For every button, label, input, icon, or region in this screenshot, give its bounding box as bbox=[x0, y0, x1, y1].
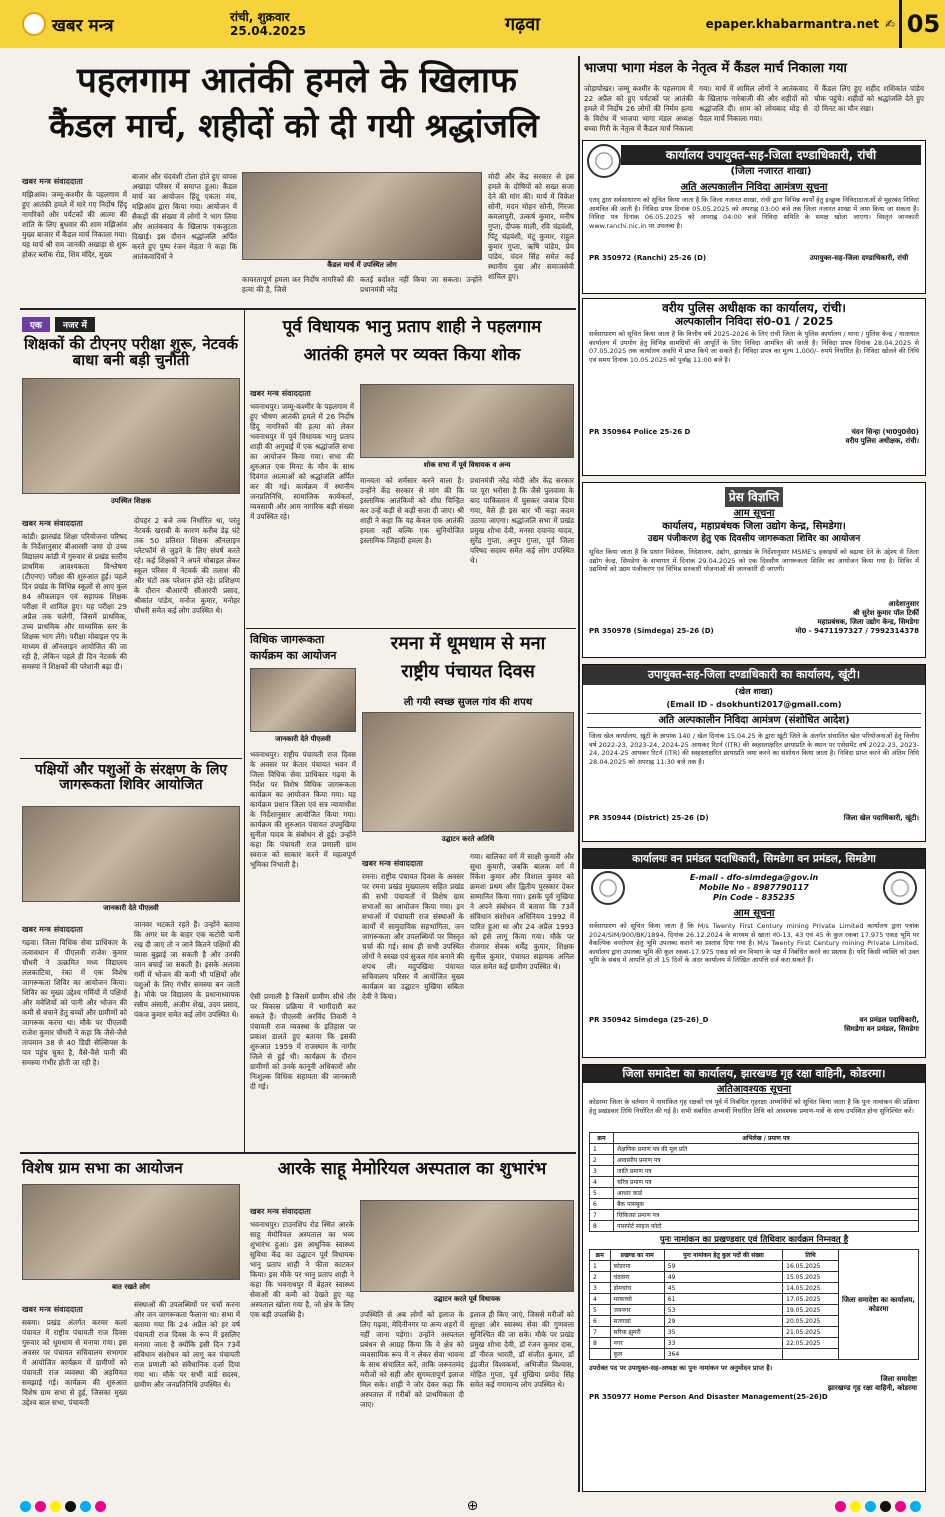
schedule-row bbox=[590, 1316, 839, 1327]
divider bbox=[20, 758, 242, 759]
hospital-text-c: इलाज ही किए जाएं, जिससे मरीजों को सुरक्षा और स्वास्थ्य सेवा की गुणवत्ता सुनिश्चित की जा सके। मौके पर प्रखंड प्रमुख शोभा देवी, डॉ रंजन कुमार दास, डॉ नीरज भारती, डॉ संजीत कुमार, डॉ इंद्रजीत विश्वकर्मा, अभिजीत विश्वास, मोहित गुप्ता, पूर्व मुखिया प्रमोद सिंह समेत कई गणमान्य लोग उपस्थित थे। bbox=[470, 1310, 574, 1389]
story2-byline: खबर मन्त्र संवाददाता bbox=[22, 925, 83, 934]
page-number: 05 bbox=[899, 0, 945, 48]
notice6-pr: PR 350977 Home Person And Disaster Management(25-26)D bbox=[589, 1392, 828, 1401]
schedule-cell: 53 bbox=[664, 1305, 782, 1316]
notice5-pr: PR 350942 Simdega (25-26)_D bbox=[589, 1016, 709, 1024]
bhanu-photo-caption: शोक सभा में पूर्व विधायक व अन्य bbox=[423, 461, 511, 469]
story2-caption: जानकारी देते पीएलवी bbox=[103, 904, 159, 912]
docs-row bbox=[590, 1221, 919, 1232]
bhanu-headline-2: आतंकी हमले पर व्यक्त किया शोक bbox=[303, 345, 521, 365]
docs-row bbox=[590, 1199, 919, 1210]
vidhik-headline-1: विधिक जागरूकता bbox=[250, 633, 325, 646]
schedule-row bbox=[590, 1272, 839, 1283]
color-marks-right bbox=[835, 1497, 925, 1516]
brand-logo-icon bbox=[22, 12, 46, 36]
brand bbox=[0, 12, 230, 36]
story1-headline: शिक्षकों की टीएनए परीक्षा शुरू, नेटवर्क बाधा बनी बड़ी चुनौती bbox=[23, 335, 239, 370]
nazar-kicker-1: एक bbox=[22, 317, 50, 332]
notice1-text: एतद् द्वारा सर्वसाधारण को सूचित किया जाता है कि जिला नजारत शाखा, रांची द्वारा विभिन्न कार्यों हेतु इच्छुक निविदादाताओं से मुहरबंद निविदा आमंत्रित की जाती है। निविदा प्रपत्र दिनांक 05.05.2025 को अपराह्न 03:00 बजे तक जिला नजारत शाखा में जमा किया जा सकता है। निविदा पत्र दिनांक 06.05.2025 को अपराह्न 04:00 बजे निविदा समिति के समक्ष खोला जाएगा। विस्तृत जानकारी www.ranchi.nic.in पर उपलब्ध है। bbox=[589, 196, 919, 230]
bhanu-byline: खबर मन्त्र संवाददाता bbox=[250, 389, 311, 398]
hospital-byline: खबर मन्त्र संवाददाता bbox=[250, 1207, 311, 1216]
docs-item: शैक्षणिक प्रमाण पत्र की मूल प्रति bbox=[614, 1144, 919, 1155]
schedule-row bbox=[590, 1327, 839, 1338]
docs-index: 6 bbox=[590, 1199, 614, 1210]
schedule-cell: 20.05.2025 bbox=[783, 1316, 839, 1327]
notice4-email: (Email ID - dsokhunti2017@gmail.com) bbox=[666, 700, 842, 709]
docs-index: 3 bbox=[590, 1166, 614, 1177]
ramna-subhead: ली गयी स्वच्छ सुजल गांव की शपथ bbox=[403, 697, 533, 708]
gramsabha-photo bbox=[22, 1184, 240, 1280]
divider bbox=[244, 310, 245, 1152]
print-registration-marks bbox=[0, 1496, 945, 1516]
notice4-head: उपायुक्त-सह-जिला दण्डाधिकारी का कार्यालय, खूंटी। bbox=[583, 665, 925, 685]
schedule-row bbox=[590, 1338, 839, 1349]
notice3-pr: PR 350978 (Simdega) 25-26 (D) bbox=[589, 627, 714, 635]
notice6-sign2: झारखण्ड गृह रक्षा वाहिनी, कोडरमा bbox=[827, 1383, 917, 1392]
story1-text-b: दोपहर 2 बजे तक निर्धारित था, परंतु नेटवर्क खराबी के कारण करीब डेढ़ घंटे तक 50 प्रतिशत शिक्षक ऑनलाइन प्लेटफॉर्म से जुड़ने के लिए संघर्ष करते रहे। कई शिक्षकों ने अपने मोबाइल लेकर स्कूल परिसर में नेटवर्क की तलाश की और घंटों तक परेशान होते रहे। प्रशिक्षण के दौरान बीआरपी सीआरपी प्रसाद, श्रीकांत पांडेय, मनोज कुमार, मनोहर चौधरी समेत कई लोग उपस्थित थे। bbox=[134, 516, 240, 615]
hospital-headline: आरके साहू मेमोरियल अस्पताल का शुभारंभ bbox=[277, 1159, 547, 1179]
nazar-kicker bbox=[22, 313, 95, 332]
schedule-table bbox=[589, 1249, 839, 1360]
schedule-cell: सरिया झुमरी bbox=[610, 1327, 664, 1338]
gramsabha-headline: विशेष ग्राम सभा का आयोजन bbox=[22, 1159, 183, 1177]
schedule-row bbox=[590, 1283, 839, 1294]
notice2-head: वरीय पुलिस अधीक्षक का कार्यालय, रांची। bbox=[662, 301, 846, 315]
schedule-cell: 35 bbox=[664, 1327, 782, 1338]
docs-row bbox=[590, 1177, 919, 1188]
schedule-cell: 59 bbox=[664, 1261, 782, 1272]
schedule-cell: 19.05.2025 bbox=[783, 1305, 839, 1316]
bjp-headline: भाजपा भागा मंडल के नेतृत्व में कैंडल मार्च निकाला गया bbox=[584, 61, 847, 76]
docs-item: जाति प्रमाण पत्र bbox=[614, 1166, 919, 1177]
docs-header-1: क्रम bbox=[590, 1133, 614, 1144]
notice2-sub: अल्पकालीन निविदा सं0-01 / 2025 bbox=[674, 315, 834, 328]
gramsabha-text: सबमा। प्रखंड अंतर्गत करमर कलां पंचायत में राष्ट्रीय पंचायती राज दिवस गुरुवार को धूमधाम से मनाया गया। इस अवसर पर पंचायत सचिवालय सभागार में आयोजित कार्यक्रम में ग्रामीणों को पंचायती राज व्यवस्था की अहमियत समझाई गई। कार्यक्रम की शुरुआत विशेष ग्राम सभा से हुई, जिसका मुख्य उद्देश्य बाल सभा, पंचायती bbox=[22, 1318, 127, 1407]
ramna-byline: खबर मन्त्र संवाददाता bbox=[362, 859, 423, 868]
schedule-title: पुनः नामांकन का प्रखण्डवार एवं तिथिवार कार्यक्रम निम्नवत् है bbox=[659, 1235, 849, 1245]
ramna-headline-1: रमना में धूमधाम से मना bbox=[390, 633, 546, 654]
schedule-cell: 29 bbox=[664, 1316, 782, 1327]
vidhik-text-b: ऐसी प्रणाली है जिसमें ग्रामीण सीधे तौर पर विकास प्रक्रिया में भागीदारी कर सकते हैं। पीएलवी अरविंद तिवारी ने पंचायती राज व्यवस्था के इतिहास पर प्रकाश डालते हुए बताया कि इसकी शुरुआत 1959 में राजस्थान के नागौर जिले से हुई थी। कार्यक्रम के दौरान ग्रामीणों को उनके कानूनी अधिकारों और निःशुल्क विधिक सहायता की जानकारी दी गई। bbox=[250, 992, 356, 1091]
schedule-cell: 1 bbox=[590, 1261, 611, 1272]
divider bbox=[20, 308, 576, 310]
bhanu-text-2: मानवता को शर्मसार करने वाला है। उन्होंने केंद्र सरकार से मांग की कि इस्लामिक आतंकियों को शीघ्र चिन्हित कर उन्हें कड़ी से कड़ी सजा दी जाए। श्री शाही ने कहा कि यह केवल एक आतंकी हमला नहीं बल्कि एक सुनियोजित इस्लामिक जिहादी हमला है। bbox=[360, 476, 464, 545]
story2-headline: पक्षियों और पशुओं के संरक्षण के लिए जागरूकता शिविर आयोजित bbox=[34, 762, 228, 794]
ramna-headline-2: राष्ट्रीय पंचायत दिवस bbox=[401, 661, 535, 682]
color-marks-left bbox=[20, 1497, 110, 1516]
schedule-cell: 49 bbox=[664, 1272, 782, 1283]
vidhik-headline-2: कार्यक्रम का आयोजन bbox=[250, 649, 337, 662]
schedule-total-label: कुल bbox=[610, 1349, 664, 1360]
schedule-cell: 16.05.2025 bbox=[783, 1261, 839, 1272]
schedule-cell: 21.05.2025 bbox=[783, 1327, 839, 1338]
docs-row bbox=[590, 1166, 919, 1177]
docs-row bbox=[590, 1144, 919, 1155]
notice1-sub: (जिला नजारत शाखा) bbox=[730, 165, 812, 177]
docs-row bbox=[590, 1155, 919, 1166]
schedule-cell: 5 bbox=[590, 1305, 611, 1316]
lead-headline-1: पहलगाम आतंकी हमले के खिलाफ bbox=[77, 60, 517, 101]
lead-photo-caption: कैंडल मार्च में उपस्थित लोग bbox=[327, 261, 397, 269]
docs-row bbox=[590, 1210, 919, 1221]
dateline bbox=[230, 10, 350, 38]
schedule-cell: 3 bbox=[590, 1283, 611, 1294]
notice-ranchi-police bbox=[582, 298, 926, 476]
schedule-cell: 33 bbox=[664, 1338, 782, 1349]
notice-ranchi-nazarat bbox=[582, 140, 926, 294]
notice6-sign1: जिला समादेष्टा bbox=[880, 1374, 917, 1383]
schedule-header: तिथि bbox=[783, 1250, 839, 1261]
notice-koderma-homeguard bbox=[582, 1064, 926, 1492]
notice2-sign-name: चंदन सिन्हा (भा0पु0से0) bbox=[851, 428, 919, 436]
notice6-sub: अतिआवश्यक सूचना bbox=[716, 1084, 792, 1095]
schedule-row bbox=[590, 1305, 839, 1316]
schedule-cell: सतगावां bbox=[610, 1316, 664, 1327]
schedule-row bbox=[590, 1261, 839, 1272]
notice6-foot: उपरोक्त पद पर उपायुक्त-सह-अध्यक्ष का पुनः नामांकन पर अनुमोदन प्राप्त है। bbox=[589, 1364, 773, 1372]
story2-photo bbox=[22, 806, 240, 902]
schedule-cell: 45 bbox=[664, 1283, 782, 1294]
schedule-cell: 17.05.2025 bbox=[783, 1294, 839, 1305]
forest-emblem-icon bbox=[591, 871, 625, 905]
epaper-link[interactable]: epaper.khabarmantra.net bbox=[705, 17, 879, 31]
schedule-cell: नगर bbox=[610, 1338, 664, 1349]
lead-byline: खबर मन्त्र संवाददाता bbox=[22, 177, 83, 186]
gramsabha-byline: खबर मन्त्र संवाददाता bbox=[22, 1305, 83, 1314]
masthead-bar bbox=[0, 0, 945, 48]
ramna-photo bbox=[362, 712, 574, 832]
schedule-cell: जयनगर bbox=[610, 1305, 664, 1316]
schedule-row bbox=[590, 1294, 839, 1305]
notice2-sign: वरीय पुलिस अधीक्षक, रांची। bbox=[845, 437, 919, 445]
schedule-header: क्रम bbox=[590, 1250, 611, 1261]
state-emblem-icon bbox=[883, 871, 917, 905]
lead-text-1: मझिआंव। जम्मू-कश्मीर के पहलगाम में हुए आतंकी हमले में मारे गए निर्दोष हिंदू नागरिकों और पर्यटकों की आत्मा की शांति के लिए बुधवार की शाम मझिआंव मुख्य बाजार में कैंडल मार्च निकाला गया। यह मार्च श्री राम जानकी अखाड़ा से शुरू होकर ब्लॉक रोड, शिव मंदिर, मुख्य bbox=[22, 190, 127, 259]
schedule-cell: 61 bbox=[664, 1294, 782, 1305]
gramsabha-text-b: संस्थाओं की उपलब्धियों पर चर्चा करना और जन जागरूकता फैलाना था। सभा में बताया गया कि 24 अप्रैल को हर वर्ष पंचायती राज दिवस के रूप में इसलिए मनाया जाता है क्योंकि इसी दिन 73वें संविधान संशोधन को लागू कर पंचायती राज प्रणाली को संवैधानिक दर्जा दिया गया था। मौके पर सभी वार्ड सदस्य, ग्रामीण और जनप्रतिनिधि उपस्थित थे। bbox=[134, 1300, 240, 1389]
docs-item: चरित्र प्रमाण पत्र bbox=[614, 1177, 919, 1188]
notice1-pr: PR 350972 (Ranchi) 25-26 (D) bbox=[589, 254, 707, 262]
story2-text-b: जानवर भटकते रहते हैं। उन्होंने बताया कि अगर घर के बाहर एक कटोरी पानी रख दी जाए तो न जाने कितने पक्षियों की प्यास बुझाई जा सकती है और उनकी जान बचाई जा सकती है। इसके अलावा गर्मी में भोजन की कमी भी पक्षियों और पशुओं के लिए गंभीर समस्या बन जाती है। मौके पर विद्यालय के प्रधानाध्यापक रसीम अंसारी, अजीम शेख, उदय प्रसाद, पंकज कुमार समेत कई लोग उपस्थित थे। bbox=[134, 920, 240, 1019]
schedule-cell: 2 bbox=[590, 1272, 611, 1283]
ramna-text-b: गया। बालिका वर्ग में साक्षी कुमारी और सुधा कुमारी, जबकि बालक वर्ग में रिंकेश कुमार और विशाल कुमार को क्रमशः प्रथम और द्वितीय पुरस्कार देकर सम्मानित किया गया। इसके पूर्व मुखिया ने अपने संबोधन में बताया कि 73वें संविधान संशोधन अधिनियम 1992 में पारित हुआ था और 24 अप्रैल 1993 को इसे लागू किया गया। मौके पर रोजगार सेवक धर्मेंद्र कुमार, शिक्षक सुनील कुमार, पंचायत सहायक अनिल पाल समेत कई ग्रामीण उपस्थित थे। bbox=[470, 852, 574, 971]
bhanu-text-1: भवनाथपुर। जम्मू-कश्मीर के पहलगाम में हुए भीषण आतंकी हमले में 26 निर्दोष हिंदू नागरिकों की हत्या को लेकर भवनाथपुर में पूर्व विधायक भानु प्रताप शाही की अगुवाई में एक श्रद्धांजलि सभा का आयोजन किया गया। सभा की शुरुआत एक मिनट के मौन के साथ दिवंगत आत्माओं को श्रद्धांजलि अर्पित कर की गई। कार्यक्रम में स्थानीय जनप्रतिनिधि, सामाजिक कार्यकर्ता, व्यवसायी और आम नागरिक बड़ी संख्या में उपस्थित रहे। bbox=[250, 402, 354, 521]
ramna-caption: उद्घाटन करते अतिथि bbox=[441, 835, 495, 843]
notice2-text: सर्वसाधारण को सूचित किया जाता है कि वित्तीय वर्ष 2025-2026 के लिए रांची जिला के पुलिस कार्यालय / थाना / पुलिस केन्द्र / यातायात कार्यालय में उपयोग हेतु विभिन्न सामग्रियों की आपूर्ति के लिए निविदा आमंत्रित की जाती है। निविदा प्रपत्र दिनांक 28.04.2025 से 07.05.2025 तक कार्यालय अवधि में प्राप्त किये जा सकते हैं। निविदा प्रपत्र का मूल्य 1,000/- रुपये निर्धारित है। निविदा खोलने की तिथि एवं समय दिनांक 10.05.2025 को पूर्वाह्न 11:00 बजे है। bbox=[589, 330, 919, 364]
notice4-title: अति अल्पकालीन निविदा आमंत्रण (संशोधित आदेश) bbox=[587, 713, 921, 728]
city-day: रांची, शुक्रवार bbox=[230, 10, 290, 24]
notice6-text: कोडरमा जिला के वर्तमान में नामांकित गृह रक्षकों एवं पूर्व में निबंधित गृहरक्षा अभ्यर्थियों को सूचित किया जाता है कि पुनः नामांकन की प्रक्रिया हेतु प्रखंडवार तिथि निर्धारित की गई है। सभी संबंधित अभ्यर्थी निर्धारित तिथि को आवश्यक प्रमाण-पत्रों के साथ उपस्थित होना सुनिश्चित करें। bbox=[589, 1098, 919, 1115]
notice-khunti-sports bbox=[582, 664, 926, 842]
docs-item: पासपोर्ट साइज फोटो bbox=[614, 1221, 919, 1232]
notice3-sub1: आम सूचना bbox=[733, 508, 775, 519]
docs-index: 8 bbox=[590, 1221, 614, 1232]
docs-index: 1 bbox=[590, 1144, 614, 1155]
notice4-sign: जिला खेल पदाधिकारी, खूंटी। bbox=[843, 814, 919, 822]
docs-table bbox=[589, 1132, 919, 1232]
lead-headline-2: कैंडल मार्च, शहीदों को दी गयी श्रद्धांजलि bbox=[49, 106, 539, 145]
lead-text-4: कतई बर्दाश्त नहीं किया जा सकता। उन्होंने प्रधानमंत्री नरेंद्र bbox=[360, 275, 482, 294]
lead-text-5: मोदी और केंद्र सरकार से इस हमले के दोषियों को सख्त सजा देने की मांग की। मार्च में विकेश सोनी, मदन मोहन सोनी, गिरजा कमलापुरी, उत्कर्ष कुमार, मनीष गुप्ता, दीपक माली, रवि चंद्रवंशी, पिंटू चंद्रवंशी, मंटू कुमार, राहुल कुमार गुप्ता, ऋषि पांडेय, प्रेम पांडेय, चंदन सिंह समेत कई स्थानीय युवा और समाजसेवी शामिल हुए। bbox=[488, 172, 574, 281]
crosshair-icon: ⊕ bbox=[466, 1498, 479, 1514]
emblem-icon bbox=[587, 144, 621, 178]
schedule-cell: डोमचांच bbox=[610, 1283, 664, 1294]
notice1-sign: उपायुक्त-सह-जिला दण्डाधिकारी, रांची bbox=[809, 254, 909, 262]
notice5-email: E-mail - dfo-simdega@gov.in bbox=[689, 873, 819, 882]
schedule-cell: 15.05.2025 bbox=[783, 1272, 839, 1283]
notice4-sub: (खेल शाखा) bbox=[734, 687, 774, 696]
notice4-text: जिला खेल कार्यालय, खूंटी के ज्ञापांक 140 / खेल दिनांक 15.04.25 के द्वारा खूंटी जिले के अंतर्गत संचालित खेल परियोजनाओं हेतु वित्तीय वर्ष 2022-23, 2023-24, 2024-25 आयकर रिटर्न (ITR) की स्वहस्ताक्षरित छायाप्रति के स्थान पर एसेसमेंट वर्ष 2022-23, 2023-24, 2024-25 आयकर रिटर्न (ITR) की स्वहस्ताक्षरित छायाप्रति जमा करने का संशोधन किया जाता है। निविदा प्राप्त करने की अंतिम तिथि 28.04.2025 को अपराह्न 11:30 बजे तक है। bbox=[589, 732, 919, 766]
section-name: गढ़वा bbox=[505, 14, 540, 35]
notice3-sign2: श्री सुरेश कुमार पॉल टिर्की bbox=[852, 609, 919, 617]
notice3-sub3: उद्यम पंजीकरण हेतु एक दिवसीय जागरूकता शिविर का आयोजन bbox=[647, 534, 861, 544]
notice5-text: सर्वसाधारण को सूचित किया जाता है कि M/s Twenty First Century mining Private Limited कार्यालय द्वारा पत्रांक 2024/SIM/900/BK/1894, दिनांक 26.12.2024 के माध्यम से खाता नं0-13, 43 एवं 45 के कुल रकबा 17.975 एकड़ भूमि पर वैकल्पिक वनरोपण हेतु भूमि उपलब्ध कराने का प्रस्ताव दिया गया है। M/s Twenty First Century mining Private Limited, कार्यालय द्वारा उपलब्ध भूमि की कुल रकबा-17.975 एकड़ को वन विभाग के पक्ष में निबंधित करने का प्रस्ताव है। यदि किसी व्यक्ति को उक्त भूमि के संबंध में आपत्ति हो तो 15 दिनों के अंदर कार्यालय में लिखित आपत्ति दर्ज करा सकते हैं। bbox=[589, 922, 919, 965]
notice3-sign1: आदेशानुसार bbox=[888, 600, 919, 608]
vidhik-photo bbox=[250, 668, 356, 732]
notice3-sign3: महाप्रबंधक, जिला उद्योग केन्द्र, सिमडेगा bbox=[817, 618, 919, 626]
notice2-pr: PR 350964 Police 25-26 D bbox=[589, 428, 691, 436]
lead-photo bbox=[242, 172, 482, 260]
brand-name: खबर मन्त्र bbox=[52, 15, 114, 36]
lead-text-3: कायरतापूर्ण हमला कर निर्दोष नागरिकों की हत्या की है, जिसे bbox=[242, 275, 354, 294]
story1-caption: उपस्थित शिक्षक bbox=[110, 497, 152, 505]
story1-photo bbox=[22, 378, 240, 494]
bhanu-text-3: प्रधानमंत्री नरेंद्र मोदी और केंद्र सरकार पर पूरा भरोसा है कि जैसे पुलवामा के बाद पाकिस्तान में घुसकर जवाब दिया गया, वैसे ही इस बार भी कड़ा कदम उठाया जाएगा। श्रद्धांजलि सभा में प्रखंड प्रमुख शोभा देवी, मनसा दयानंद यादव, सुरेंद्र गुप्ता, अनुप गुप्ता, पूर्व जिला परिषद सदस्य समेत कई लोग उपस्थित थे। bbox=[470, 476, 574, 565]
hospital-photo bbox=[360, 1200, 574, 1292]
schedule-cell: मरकच्चो bbox=[610, 1294, 664, 1305]
schedule-header: पुनः नामांकन हेतु कुल पदों की संख्या bbox=[664, 1250, 782, 1261]
notice5-pin: Pin Code - 835235 bbox=[713, 893, 795, 902]
divider bbox=[578, 56, 580, 1492]
schedule-cell: 7 bbox=[590, 1327, 611, 1338]
docs-index: 4 bbox=[590, 1177, 614, 1188]
notice3-head: प्रेस विज्ञप्ति bbox=[725, 487, 783, 507]
notice5-sign1: वन प्रमंडल पदाधिकारी, bbox=[859, 1016, 919, 1024]
notice3-phone: मो0 - 9471197327 / 7992314378 bbox=[795, 627, 919, 635]
schedule-cell: 22.05.2025 bbox=[783, 1338, 839, 1349]
gramsabha-caption: बात रखते लोग bbox=[112, 1283, 150, 1291]
notice5-sign2: सिमडेगा वन प्रमंडल, सिमडेगा bbox=[844, 1025, 919, 1033]
notice5-head: कार्यालयः वन प्रमंडल पदाधिकारी, सिमडेगा वन प्रमंडल, सिमडेगा bbox=[583, 849, 925, 869]
bjp-text-b: में कैंडल लिए हुए शहीद शशिकांत पांडेय चौक पहुंचे। शहीदों को श्रद्धांजलि देते हुए दो मिनट का मौन रखा। bbox=[814, 84, 924, 113]
story2-text: गढ़वा। जिला विधिक सेवा प्राधिकार के तत्वावधान में पीएलवी राजेश कुमार चौधरी ने उत्क्रमित मध्य विद्यालय ललकाटिया, रंका में एक विशेष जागरूकता शिविर का आयोजन किया। शिविर का मुख्य उद्देश्य गर्मियों में पक्षियों और मवेशियों को पानी और भोजन की कमी से बचाने हेतु बच्चों और ग्रामीणों को जागरूक करना था। मौके पर पीएलवी राजेश कुमार चौधरी ने कहा कि जैसे-जैसे तापमान 38 से 40 डिग्री सेल्सियस के पार पहुंच चुका है, वैसे-वैसे पानी की समस्या गंभीर होती जा रही है। bbox=[22, 938, 127, 1067]
notice5-mobile: Mobile No - 8987790117 bbox=[699, 883, 809, 892]
schedule-centre: जिला समादेष्टा का कार्यालय, कोडरमा bbox=[839, 1249, 919, 1360]
docs-item: आधार कार्ड bbox=[614, 1188, 919, 1199]
nazar-kicker-2: नजर में bbox=[55, 317, 95, 332]
notice-simdega-industry bbox=[582, 482, 926, 658]
divider bbox=[246, 628, 576, 629]
bhanu-photo bbox=[360, 384, 574, 458]
pointer-icon: ✍ bbox=[885, 17, 896, 31]
notice1-head: कार्यालय उपायुक्त-सह-जिला दण्डाधिकारी, रांची bbox=[621, 145, 921, 165]
docs-index: 7 bbox=[590, 1210, 614, 1221]
bhanu-headline-1: पूर्व विधायक भानु प्रताप शाही ने पहलगाम bbox=[282, 317, 542, 337]
ramna-text: रमना। राष्ट्रीय पंचायत दिवस के अवसर पर रमना प्रखंड मुख्यालय सहित प्रखंड की सभी पंचायतों में विशेष ग्राम सभाओं का आयोजन किया गया। इन सभाओं में पंचायती राज संस्थाओं के कार्यों में सामुदायिक सहभागिता, जन जागरूकता और उपलब्धियों पर विस्तृत चर्चा की गई। साथ ही सभी उपस्थित लोगों ने स्वच्छ एवं सुजल गांव बनाने की शपथ ली। मदुपखिया पंचायत सचिवालय परिसर में आयोजित मुख्य कार्यक्रम का उद्घाटन मुखिया सबिता देवी ने किया। bbox=[362, 872, 464, 1001]
schedule-cell: चंदवारा bbox=[610, 1272, 664, 1283]
issue-date: 25.04.2025 bbox=[230, 24, 306, 38]
vidhik-text: भवनाथपुर। राष्ट्रीय पंचायती राज दिवस के अवसर पर केतार पंचायत भवन में जिला विधिक सेवा प्राधिकार गढ़वा के निर्देश पर विशेष विधिक जागरूकता कार्यक्रम का आयोजन किया गया। यह कार्यक्रम प्रधान जिला एवं सत्र न्यायाधीश के निर्देशानुसार आयोजित किया गया। कार्यक्रम की शुरुआत पंचायत उपमुखिया सुनीता यादव के संबोधन से हुई। उन्होंने कहा कि पंचायती राज प्रणाली ग्राम स्वराज को साकार करने में महत्वपूर्ण भूमिका निभाती है। bbox=[250, 750, 356, 869]
notice1-title: अति अल्पकालीन निविदा आमंत्रण सूचना bbox=[680, 182, 828, 193]
hospital-text: भवनाथपुर। टाउनशिप रोड स्थित आरके साहू मेमोरियल अस्पताल का भव्य शुभारंभ हुआ। इस आधुनिक स्वास्थ्य सुविधा केंद्र का उद्घाटन पूर्व विधायक भानु प्रताप शाही ने फीता काटकर किया। इस मौके पर भानु प्रताप शाही ने कहा कि भवनाथपुर में बेहतर स्वास्थ्य सेवाओं की कमी को देखते हुए यह अस्पताल खोला गया है, जो क्षेत्र के लिए एक बड़ी उपलब्धि है। bbox=[250, 1220, 354, 1319]
vidhik-caption: जानकारी देते पीएलवी bbox=[275, 735, 331, 743]
schedule-cell: 8 bbox=[590, 1338, 611, 1349]
schedule-header: प्रखण्ड का नाम bbox=[610, 1250, 664, 1261]
story1-text: कांडी। झारखंड शिक्षा परियोजना परिषद के निर्देशानुसार बीआरसी जमा दो उच्च विद्यालय कांडी में गुरुवार से प्रखंड स्तरीय प्राथमिक आवश्यकता विश्लेषण (टीएनए) परीक्षा की शुरुआत हुई। पहले दिन प्रखंड के विभिन्न स्कूलों से आए कुल 84 ऑफलाइन एवं सहायक शिक्षक परीक्षा में शामिल हुए। यह परीक्षा 29 अप्रैल तक चलेगी, जिसमें प्राथमिक, उच्च प्राथमिक और माध्यमिक स्तर के शिक्षक भाग लेंगे। परीक्षा मोबाइल एप के माध्यम से ऑनलाइन आयोजित की जा रही है, लेकिन पहले ही दिन नेटवर्क की समस्या ने शिक्षकों की परेशानी बढ़ा दी। bbox=[22, 532, 127, 671]
docs-index: 2 bbox=[590, 1155, 614, 1166]
notice-simdega-forest bbox=[582, 848, 926, 1058]
notice3-sub2: कार्यालय, महाप्रबंधक जिला उद्योग केन्द्र, सिमडेगा। bbox=[662, 521, 846, 532]
docs-item: बैंक पासबुक bbox=[614, 1199, 919, 1210]
docs-item: चिकित्सा प्रमाण पत्र bbox=[614, 1210, 919, 1221]
schedule-cell: 6 bbox=[590, 1316, 611, 1327]
docs-header-2: अभिलेख / प्रमाण पत्र bbox=[614, 1133, 919, 1144]
docs-item: आवासीय प्रमाण पत्र bbox=[614, 1155, 919, 1166]
docs-row bbox=[590, 1188, 919, 1199]
docs-index: 5 bbox=[590, 1188, 614, 1199]
notice5-title: आम सूचना bbox=[733, 908, 775, 919]
schedule-cell: 14.05.2025 bbox=[783, 1283, 839, 1294]
bjp-text: जोड़ापोखर। जम्मू कश्मीर के पहलगाम में 22 अप्रैल को हुए पर्यटकों पर आतंकी हमले में निर्दोष 26 लोगों की निर्मम हत्या के विरोध में भाजपा भागा मंडल अध्यक्ष बच्चा गिरी के नेतृत्व में कैंडल मार्च निकाला गया। मार्च में शामिल लोगों ने आतंकवाद के खिलाफ नारेबाजी की और शहीदों को श्रद्धांजलि दी। शाम को लोयबाद मोड़ से पैदल मार्च निकाला गया। bbox=[584, 84, 808, 133]
hospital-caption: उद्घाटन करते पूर्व विधायक bbox=[433, 1295, 501, 1303]
notice4-pr: PR 350944 (District) 25-26 (D) bbox=[589, 814, 709, 822]
notice3-text: सूचित किया जाता है कि प्रधान निदेशक, निदेशालय, उद्योग, झारखंड के निर्देशानुसार MSME's इकाइयों को बढ़ावा देने के उद्देश्य से जिला उद्योग केन्द्र, सिमडेगा के सभागार में दिनांक 29.04.2025 को एक दिवसीय जागरूकता शिविर का आयोजन किया गया है। शिविर में उद्यमियों को उद्यम पंजीकरण एवं विभिन्न सरकारी योजनाओं की जानकारी दी जाएगी। bbox=[589, 548, 919, 574]
story1-byline: खबर मन्त्र संवाददाता bbox=[22, 519, 83, 528]
schedule-cell: 4 bbox=[590, 1294, 611, 1305]
divider bbox=[20, 1152, 576, 1154]
schedule-cell: कोडरमा bbox=[610, 1261, 664, 1272]
lead-text-2: बाजार और चंदवंशी टोला होते हुए वापस अखाड़ा परिसर में समाप्त हुआ। कैंडल मार्च का आयोजन हिंदू एकता मंच, मझिआंव द्वारा किया गया। आयोजन में सैकड़ों की संख्या में लोगों ने भाग लिया और आतंकवाद के खिलाफ एकजुटता दिखाई। इस दौरान श्रद्धांजलि अर्पित करते हुए पुष्प रंजन मेहता ने कहा कि आतंकवादियों ने bbox=[132, 172, 237, 261]
notice6-head: जिला समादेष्टा का कार्यालय, झारखण्ड गृह रक्षा वाहिनी, कोडरमा। bbox=[583, 1065, 925, 1083]
hospital-text-b: उपस्थिति से अब लोगों को इलाज के लिए गढ़वा, मेदिनीनगर या अन्य शहरों में नहीं जाना पड़ेगा। उन्होंने अस्पताल प्रबंधन से आग्रह किया कि वे क्षेत्र को व्यवसायिक रूप में न लेकर सेवा भावना के साथ संचालित करें, ताकि जरूरतमंद मरीजों को सही और सुगमतापूर्ण इलाज मिल सके। शाही ने जोर देकर कहा कि अस्पताल में गरीबों को प्राथमिकता दी जाए। bbox=[360, 1310, 464, 1409]
schedule-total: 364 bbox=[664, 1349, 782, 1360]
